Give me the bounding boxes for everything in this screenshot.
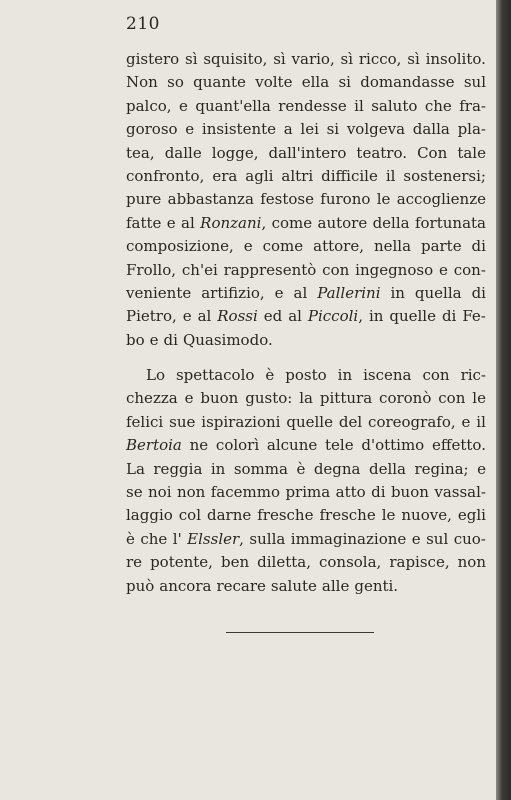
word: sul bbox=[426, 529, 449, 548]
word: di bbox=[471, 237, 486, 256]
word: era bbox=[212, 166, 238, 185]
word: volte bbox=[255, 73, 293, 92]
word: in bbox=[337, 366, 353, 385]
word: agli bbox=[245, 166, 274, 185]
word: festose bbox=[260, 190, 314, 209]
word: buon bbox=[390, 483, 429, 502]
word: che bbox=[140, 529, 168, 548]
word: e bbox=[179, 96, 188, 115]
word: consola, bbox=[318, 553, 382, 572]
word: artifizio, bbox=[201, 283, 265, 302]
text-line bbox=[126, 212, 486, 235]
word: se bbox=[126, 483, 143, 502]
word: spettacolo bbox=[175, 366, 255, 385]
word: nuove, bbox=[401, 506, 452, 525]
word: prima bbox=[285, 483, 331, 502]
text-line bbox=[126, 71, 486, 94]
italic-name: Piccoli bbox=[307, 307, 359, 326]
word: le bbox=[381, 506, 396, 525]
word: Non bbox=[126, 73, 158, 92]
word: goroso bbox=[126, 120, 178, 139]
word: e bbox=[166, 213, 176, 232]
word: del bbox=[338, 412, 363, 431]
word: atto bbox=[335, 483, 366, 502]
word: logge, bbox=[211, 143, 259, 162]
word bbox=[317, 282, 380, 305]
word: palco, bbox=[126, 96, 172, 115]
word: buon bbox=[200, 389, 239, 408]
word: sostenersi; bbox=[403, 166, 486, 185]
word: sì bbox=[340, 50, 354, 68]
word: di bbox=[371, 483, 386, 502]
word: sì bbox=[407, 50, 420, 68]
word: attore, bbox=[313, 237, 364, 256]
text-line bbox=[126, 305, 486, 328]
word: sul bbox=[463, 73, 486, 92]
word: di bbox=[441, 307, 457, 326]
word: gistero bbox=[126, 50, 180, 68]
word: composizione, bbox=[126, 237, 234, 256]
word: pla- bbox=[457, 120, 486, 139]
word: fresche bbox=[319, 506, 376, 525]
word: rendesse bbox=[278, 96, 347, 115]
word: La bbox=[126, 459, 145, 478]
word: rapisce, bbox=[389, 553, 450, 572]
word bbox=[217, 305, 258, 328]
word: col bbox=[178, 506, 201, 525]
word: salute bbox=[270, 576, 317, 595]
word: e bbox=[243, 237, 253, 256]
word: reggia bbox=[153, 459, 203, 478]
word: colorì bbox=[215, 436, 260, 455]
word: tele bbox=[325, 436, 354, 455]
italic-name: Ronzani bbox=[200, 213, 262, 232]
word: sue bbox=[169, 412, 196, 431]
word: coreografo, bbox=[368, 412, 456, 431]
word: con bbox=[422, 366, 450, 385]
word: insolito. bbox=[425, 50, 486, 68]
word: autore bbox=[317, 213, 368, 232]
word: le bbox=[472, 389, 486, 408]
end-rule bbox=[226, 632, 374, 633]
word: si bbox=[326, 120, 340, 139]
word: dalle bbox=[164, 143, 202, 162]
text-line bbox=[126, 142, 486, 165]
text-line bbox=[126, 48, 486, 71]
word: che bbox=[424, 96, 452, 115]
word: dall'intero bbox=[268, 143, 347, 162]
word: in bbox=[210, 459, 226, 478]
text-line bbox=[126, 364, 486, 387]
word: Fe- bbox=[462, 307, 486, 326]
word: e bbox=[185, 120, 195, 139]
word: le bbox=[376, 190, 391, 209]
word: chezza bbox=[126, 389, 178, 408]
word: Con bbox=[417, 143, 448, 162]
word: a bbox=[283, 120, 293, 139]
paragraph-gap bbox=[126, 352, 486, 364]
word: è bbox=[126, 529, 135, 548]
word: e bbox=[477, 459, 486, 478]
word: è bbox=[265, 366, 275, 385]
word: quella bbox=[414, 283, 462, 302]
italic-name: Rossi bbox=[217, 307, 258, 326]
word: pure bbox=[126, 190, 162, 209]
word: e bbox=[461, 412, 471, 431]
word: vassal- bbox=[434, 483, 486, 502]
word: laggio bbox=[126, 506, 173, 525]
word: e bbox=[274, 283, 284, 302]
word: ed bbox=[263, 307, 283, 326]
word: altri bbox=[281, 166, 314, 185]
word: cuo- bbox=[453, 529, 486, 548]
word: difficile bbox=[321, 166, 378, 185]
word: quelle bbox=[286, 412, 333, 431]
word: quant'ella bbox=[195, 96, 271, 115]
word: so bbox=[167, 73, 184, 92]
text-line bbox=[126, 188, 486, 211]
word: sulla bbox=[249, 529, 286, 548]
word: posto bbox=[285, 366, 327, 385]
word: gusto: bbox=[245, 389, 293, 408]
word: regina; bbox=[414, 459, 469, 478]
word: saluto bbox=[371, 96, 418, 115]
paragraph-2 bbox=[126, 364, 486, 598]
word: e bbox=[182, 307, 192, 326]
text-line bbox=[126, 528, 486, 551]
word: noi bbox=[148, 483, 172, 502]
word: e bbox=[411, 529, 421, 548]
word: quelle bbox=[389, 307, 436, 326]
word: lei bbox=[300, 120, 319, 139]
word: re bbox=[126, 553, 143, 572]
text-line bbox=[126, 329, 486, 352]
word: sì bbox=[185, 50, 198, 68]
text-line bbox=[126, 481, 486, 504]
word: veniente bbox=[126, 283, 192, 302]
text-line bbox=[126, 458, 486, 481]
text-line bbox=[126, 235, 486, 258]
word: al bbox=[197, 307, 212, 326]
paragraph-1 bbox=[126, 48, 486, 352]
word bbox=[126, 434, 182, 457]
book-gutter bbox=[496, 0, 511, 800]
word: sì bbox=[273, 50, 286, 68]
word: furono bbox=[320, 190, 371, 209]
word: confronto, bbox=[126, 166, 205, 185]
body-text bbox=[126, 48, 486, 598]
text-line bbox=[126, 387, 486, 410]
text-line bbox=[126, 575, 486, 598]
word: con bbox=[322, 260, 350, 279]
word: Frollo, bbox=[126, 260, 177, 279]
word: domandasse bbox=[360, 73, 455, 92]
word: pittura bbox=[319, 389, 373, 408]
word: non bbox=[457, 553, 486, 572]
word: al bbox=[181, 213, 195, 232]
word: di bbox=[471, 283, 486, 302]
word: quante bbox=[193, 73, 246, 92]
italic-name: Pallerini bbox=[317, 283, 381, 302]
word: d'ottimo bbox=[361, 436, 425, 455]
text-line bbox=[126, 118, 486, 141]
word: di bbox=[163, 330, 178, 349]
word: Pietro, bbox=[126, 307, 177, 326]
word: effetto. bbox=[431, 436, 486, 455]
word: potente, bbox=[150, 553, 213, 572]
word: e bbox=[149, 330, 159, 349]
word: recare bbox=[216, 576, 266, 595]
word: come bbox=[271, 213, 313, 232]
word: Elssler, bbox=[187, 529, 244, 548]
word: è bbox=[296, 459, 306, 478]
text-line bbox=[126, 95, 486, 118]
word: alcune bbox=[266, 436, 318, 455]
word: ch'ei bbox=[181, 260, 218, 279]
word: volgeva bbox=[346, 120, 406, 139]
text-line bbox=[126, 165, 486, 188]
word: e bbox=[438, 260, 448, 279]
word: ben bbox=[220, 553, 250, 572]
word: ric- bbox=[460, 366, 486, 385]
word: egli bbox=[457, 506, 486, 525]
word: il bbox=[476, 412, 486, 431]
word: ispirazioni bbox=[201, 412, 281, 431]
word: con- bbox=[453, 260, 486, 279]
word: il bbox=[354, 96, 364, 115]
word: ingegnoso bbox=[355, 260, 434, 279]
word: somma bbox=[233, 459, 288, 478]
word: al bbox=[293, 283, 308, 302]
word: non bbox=[176, 483, 206, 502]
word: fresche bbox=[257, 506, 314, 525]
word: degna bbox=[313, 459, 361, 478]
word: Piccoli, bbox=[307, 307, 363, 326]
word: immaginazione bbox=[290, 529, 407, 548]
word: squisito, bbox=[203, 50, 268, 68]
word: può bbox=[126, 576, 155, 595]
word: il bbox=[385, 166, 396, 185]
word: ricco, bbox=[358, 50, 402, 68]
word: insistente bbox=[201, 120, 277, 139]
word: si bbox=[338, 73, 351, 92]
word: Ronzani, bbox=[200, 213, 267, 232]
word: tale bbox=[457, 143, 486, 162]
word: parte bbox=[420, 237, 462, 256]
word: felici bbox=[126, 412, 164, 431]
word: della bbox=[368, 459, 407, 478]
word: la bbox=[299, 389, 313, 408]
word: rappresentò bbox=[223, 260, 317, 279]
word: in bbox=[368, 307, 384, 326]
word: teatro. bbox=[356, 143, 408, 162]
text-line bbox=[126, 411, 486, 434]
word: tea, bbox=[126, 143, 155, 162]
text-line bbox=[126, 259, 486, 282]
text-line bbox=[126, 504, 486, 527]
text-line bbox=[126, 282, 486, 305]
word: fatte bbox=[126, 213, 162, 232]
word: accoglienze bbox=[396, 190, 486, 209]
word: ancora bbox=[159, 576, 212, 595]
word: diletta, bbox=[257, 553, 311, 572]
word: e bbox=[184, 389, 194, 408]
word: l' bbox=[172, 529, 182, 548]
word: Quasimodo. bbox=[182, 330, 273, 349]
word: abbastanza bbox=[167, 190, 254, 209]
text-line bbox=[126, 434, 486, 457]
italic-name: Bertoia bbox=[126, 436, 182, 455]
word: in bbox=[390, 283, 405, 302]
word: facemmo bbox=[210, 483, 281, 502]
word: dalla bbox=[412, 120, 450, 139]
text-line bbox=[126, 551, 486, 574]
page-number: 210 bbox=[126, 14, 160, 34]
word: vario, bbox=[291, 50, 335, 68]
italic-name: Elssler bbox=[187, 529, 240, 548]
word: fra- bbox=[459, 96, 486, 115]
word: ne bbox=[189, 436, 209, 455]
word: con bbox=[438, 389, 466, 408]
word: coronò bbox=[379, 389, 432, 408]
word: della bbox=[372, 213, 410, 232]
word: come bbox=[262, 237, 304, 256]
word: fortunata bbox=[414, 213, 486, 232]
word: nella bbox=[373, 237, 412, 256]
word: alle bbox=[321, 576, 350, 595]
word: ella bbox=[301, 73, 330, 92]
word: al bbox=[288, 307, 302, 326]
word: genti. bbox=[354, 576, 399, 595]
word: bo bbox=[126, 330, 145, 349]
word: iscena bbox=[363, 366, 412, 385]
word: Lo bbox=[146, 366, 165, 385]
word: darne bbox=[206, 506, 252, 525]
